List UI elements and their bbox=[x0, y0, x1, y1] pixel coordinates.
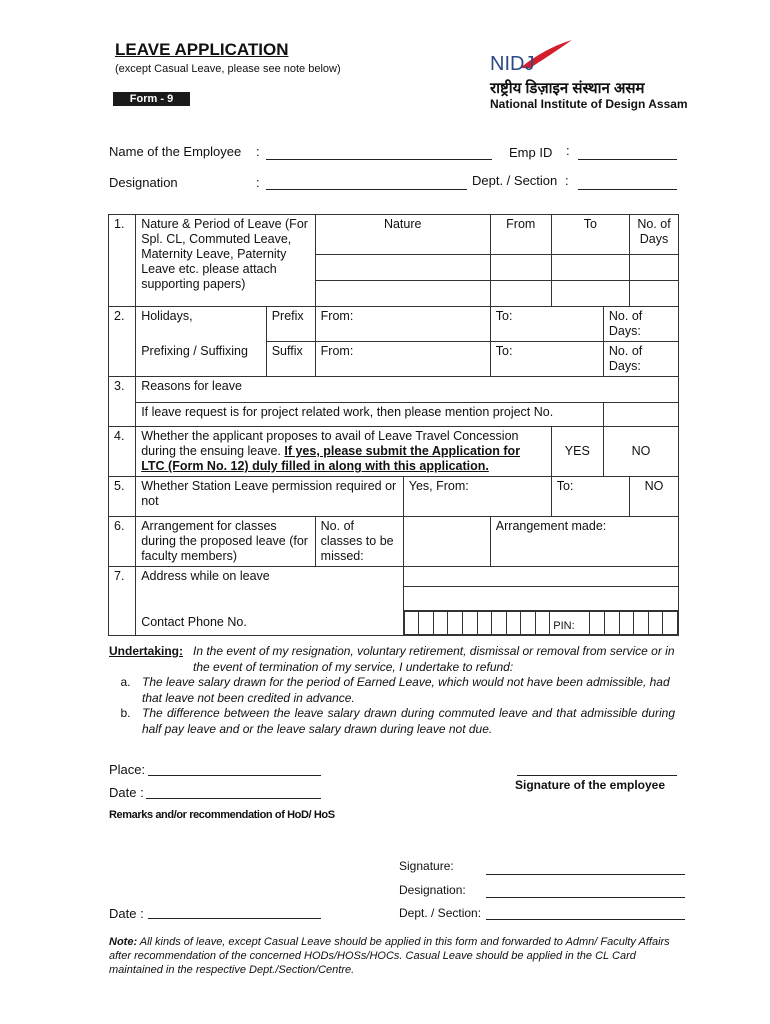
dept-label-footer: Dept. / Section: bbox=[399, 906, 482, 920]
remarks-heading: Remarks and/or recommendation of HoD/ HoS bbox=[109, 809, 335, 821]
suffix-to[interactable]: To: bbox=[490, 342, 603, 377]
hod-designation-field[interactable] bbox=[486, 897, 685, 898]
page-subtitle: (except Casual Leave, please see note below) bbox=[115, 63, 341, 75]
suffix-from[interactable]: From: bbox=[315, 342, 490, 377]
phone-pin-row bbox=[403, 611, 678, 636]
designation-label-footer: Designation: bbox=[399, 883, 466, 897]
address-label: Address while on leave bbox=[136, 567, 404, 587]
suffix-label: Suffix bbox=[266, 342, 315, 377]
institute-name-hindi: राष्ट्रीय डिज़ाइन संस्थान असम bbox=[490, 80, 645, 97]
hod-date-field[interactable] bbox=[148, 918, 321, 919]
row-number: 7. bbox=[109, 567, 136, 636]
undertaking-section bbox=[109, 644, 675, 737]
ltc-yes-option[interactable]: YES bbox=[551, 427, 603, 477]
colon: : bbox=[256, 144, 260, 159]
date-label: Date : bbox=[109, 785, 144, 800]
pin-label: PIN: bbox=[550, 612, 590, 635]
address-input[interactable] bbox=[403, 587, 678, 611]
nature-header: Nature bbox=[315, 215, 490, 255]
pin-digit-box[interactable] bbox=[648, 612, 663, 635]
employee-signature-label: Signature of the employee bbox=[515, 778, 666, 792]
nature-input[interactable] bbox=[315, 281, 490, 307]
institute-name-english: National Institute of Design Assam bbox=[490, 97, 688, 111]
days-input[interactable] bbox=[629, 281, 678, 307]
station-leave-yes-from[interactable]: Yes, From: bbox=[403, 477, 551, 517]
employee-signature-line[interactable] bbox=[517, 775, 677, 776]
row-number: 4. bbox=[109, 427, 136, 477]
days-header: No. of Days bbox=[629, 215, 678, 255]
address-input[interactable] bbox=[403, 567, 678, 587]
pin-digit-box[interactable] bbox=[590, 612, 605, 635]
phone-digit-box[interactable] bbox=[404, 612, 419, 635]
colon: : bbox=[256, 175, 260, 190]
prefix-label: Prefix bbox=[266, 307, 315, 342]
station-leave-label: Whether Station Leave permission required or not bbox=[136, 477, 404, 517]
note-text: All kinds of leave, except Casual Leave should be applied in this form and forwarded to Admn/ Faculty Affairs after recommendation of the concerned HODs/HOSs/HOCs. Casual Leave should be applied in the CL Card maintained in the respective Dept./Section/Centre. bbox=[109, 936, 670, 976]
pin-digit-box[interactable] bbox=[605, 612, 620, 635]
place-field[interactable] bbox=[148, 775, 321, 776]
place-label: Place: bbox=[109, 762, 146, 777]
hod-signature-field[interactable] bbox=[486, 874, 685, 875]
item-a-text: The leave salary drawn for the period of Earned Leave, which would not have been admissible, had that leave not been credited in advance. bbox=[142, 675, 670, 705]
undertaking-intro: In the event of my resignation, voluntary retirement, dismissal or removal from service or in the event of termination of my service, I undertake to refund: bbox=[193, 644, 675, 674]
nature-input[interactable] bbox=[315, 255, 490, 281]
ltc-no-option[interactable]: NO bbox=[603, 427, 678, 477]
date-field[interactable] bbox=[146, 798, 321, 799]
prefix-days[interactable]: No. of Days: bbox=[603, 307, 678, 342]
ltc-question: Whether the applicant proposes to avail of Leave Travel Concession during the ensuing leave. If yes, please submit the Application for LTC (Form No. 12) duly filled in along with this application. bbox=[136, 427, 552, 477]
to-input[interactable] bbox=[551, 281, 629, 307]
row-number: 3. bbox=[109, 377, 136, 427]
employee-name-label: Name of the Employee bbox=[109, 144, 242, 159]
phone-digit-box[interactable] bbox=[521, 612, 536, 635]
prefixing-suffixing-label: Prefixing / Suffixing bbox=[136, 342, 267, 377]
from-input[interactable] bbox=[490, 255, 551, 281]
undertaking-heading: Undertaking: bbox=[109, 644, 184, 658]
phone-digit-box[interactable] bbox=[477, 612, 492, 635]
designation-field[interactable] bbox=[266, 189, 467, 190]
prefix-from[interactable]: From: bbox=[315, 307, 490, 342]
phone-digit-box[interactable] bbox=[492, 612, 507, 635]
item-b-label: b. bbox=[120, 706, 131, 720]
prefix-to[interactable]: To: bbox=[490, 307, 603, 342]
from-header: From bbox=[490, 215, 551, 255]
colon: : bbox=[566, 143, 570, 158]
leave-details-table bbox=[108, 214, 679, 636]
station-leave-to[interactable]: To: bbox=[551, 477, 629, 517]
dept-section-field[interactable] bbox=[578, 189, 677, 190]
to-input[interactable] bbox=[551, 255, 629, 281]
phone-digit-box[interactable] bbox=[462, 612, 477, 635]
phone-digit-box[interactable] bbox=[506, 612, 521, 635]
project-number-input[interactable] bbox=[603, 403, 678, 427]
days-input[interactable] bbox=[629, 255, 678, 281]
pin-digit-box[interactable] bbox=[619, 612, 634, 635]
classes-missed-label: No. of classes to be missed: bbox=[315, 517, 403, 567]
emp-id-field[interactable] bbox=[578, 159, 677, 160]
phone-digit-box[interactable] bbox=[535, 612, 550, 635]
from-input[interactable] bbox=[490, 281, 551, 307]
classes-missed-input[interactable] bbox=[403, 517, 490, 567]
pin-digit-box[interactable] bbox=[663, 612, 678, 635]
nature-period-label: Nature & Period of Leave (For Spl. CL, Commuted Leave, Maternity Leave, Paternity Leave etc. please attach supporting papers) bbox=[136, 215, 315, 307]
reasons-for-leave[interactable]: Reasons for leave bbox=[136, 377, 679, 403]
row-number: 2. bbox=[109, 307, 136, 377]
contact-phone-label: Contact Phone No. bbox=[136, 611, 404, 636]
class-arrangement-label: Arrangement for classes during the proposed leave (for faculty members) bbox=[136, 517, 315, 567]
signature-label: Signature: bbox=[399, 859, 454, 873]
row-number: 6. bbox=[109, 517, 136, 567]
dept-section-label: Dept. / Section bbox=[472, 173, 558, 188]
item-b-text: The difference between the leave salary drawn during commuted leave and that admissible during half pay leave and or the leave salary drawn during leave not due. bbox=[142, 706, 675, 736]
station-leave-no[interactable]: NO bbox=[629, 477, 678, 517]
nid-logo bbox=[490, 38, 575, 78]
hod-dept-field[interactable] bbox=[486, 919, 685, 920]
footer-note bbox=[109, 935, 684, 977]
colon: : bbox=[565, 173, 569, 188]
arrangement-made[interactable]: Arrangement made: bbox=[490, 517, 678, 567]
date-label-footer: Date : bbox=[109, 906, 144, 921]
holidays-label: Holidays, bbox=[136, 307, 267, 342]
logo-text: NIDJ bbox=[490, 53, 535, 75]
suffix-days[interactable]: No. of Days: bbox=[603, 342, 678, 377]
phone-digit-box[interactable] bbox=[433, 612, 448, 635]
pin-digit-box[interactable] bbox=[634, 612, 649, 635]
note-label: Note: bbox=[109, 936, 138, 948]
employee-name-field[interactable] bbox=[266, 159, 492, 160]
to-header: To bbox=[551, 215, 629, 255]
item-a-label: a. bbox=[120, 675, 131, 689]
row-number: 1. bbox=[109, 215, 136, 307]
phone-digit-box[interactable] bbox=[448, 612, 463, 635]
page-title: LEAVE APPLICATION bbox=[115, 40, 289, 59]
emp-id-label: Emp ID bbox=[509, 145, 553, 160]
phone-digit-box[interactable] bbox=[419, 612, 434, 635]
row-number: 5. bbox=[109, 477, 136, 517]
designation-label: Designation bbox=[109, 175, 178, 190]
project-label: If leave request is for project related work, then please mention project No. bbox=[136, 403, 604, 427]
form-number-badge: Form - 9 bbox=[113, 92, 190, 106]
